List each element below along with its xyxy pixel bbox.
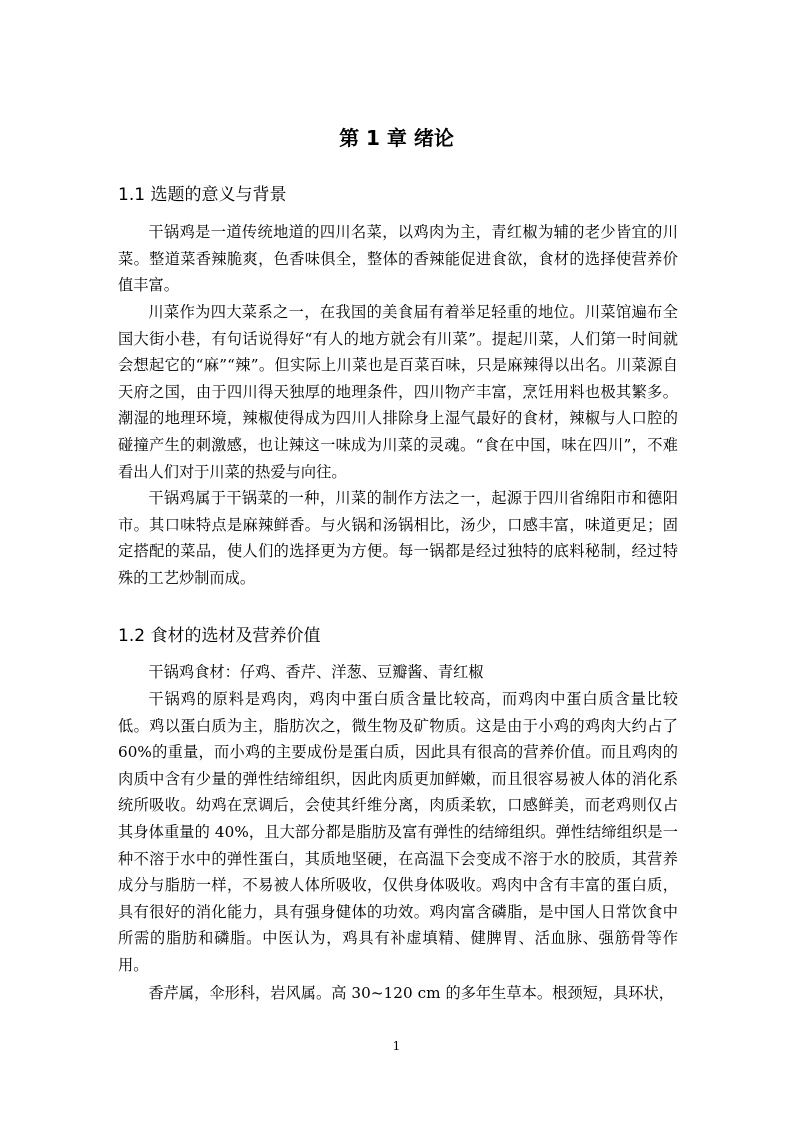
section-heading-1-1: 1.1 选题的意义与背景 — [118, 185, 287, 205]
section-heading-1-2: 1.2 食材的选材及营养价值 — [118, 626, 321, 646]
paragraph: 干锅鸡属于干锅菜的一种，川菜的制作方法之一，起源于四川省绵阳市和德阳市。其口味特点是麻辣鲜香。与火锅和汤锅相比，汤少，口感丰富，味道更足；固定搭配的菜品，使人们的选择更为方便。每一锅都是经过独特的底料秘制，经过特殊的工艺炒制而成。 — [118, 489, 678, 587]
paragraph: 香芹属，伞形科，岩风属。高 30~120 cm 的多年生草本。根颈短，具环状， — [148, 984, 675, 1002]
chapter-title: 第 1 章 绪论 — [339, 126, 454, 150]
page-number: 1 — [392, 1039, 401, 1053]
paragraph: 干锅鸡是一道传统地道的四川名菜，以鸡肉为主，青红椒为辅的老少皆宜的川菜。整道菜香辣脆爽，色香味俱全，整体的香辣能促进食欲，食材的选择使营养价值丰富。 — [118, 223, 678, 295]
paragraph: 干锅鸡的原料是鸡肉，鸡肉中蛋白质含量比较高，而鸡肉中蛋白质含量比较低。鸡以蛋白质为主，脂肪次之，微生物及矿物质。这是由于小鸡的鸡肉大约占了 60%的重量，而小鸡的主要成份是蛋白质，因此具有很高的营养价值。而且鸡肉的肉质中含有少量的弹性结缔组织，因此肉质更加鲜嫩，而且很容易被人体的消化系统所吸收。幼鸡在烹调后，会使其纤维分离，肉质柔软，口感鲜美，而老鸡则仅占其身体重量的 40%，且大部分都是脂肪及富有弹性的结缔组织。弹性结缔组织是一种不溶于水中的弹性蛋白，其质地坚硬，在高温下会变成不溶于水的胶质，其营养成分与脂肪一样，不易被人体所吸收，仅供身体吸收。鸡肉中含有丰富的蛋白质，具有很好的消化能力，具有强身健体的功效。鸡肉富含磷脂，是中国人日常饮食中所需的脂肪和磷脂。中医认为，鸡具有补虚填精、健脾胃、活血脉、强筋骨等作用。 — [118, 690, 678, 974]
paragraph: 川菜作为四大菜系之一，在我国的美食届有着举足轻重的地位。川菜馆遍布全国大街小巷，有句话说得好“有人的地方就会有川菜”。提起川菜，人们第一时间就会想起它的“麻”“辣”。但实际上川菜也是百菜百味，只是麻辣得以出名。川菜源自天府之国，由于四川得天独厚的地理条件，四川物产丰富，烹饪用料也极其繁多。潮湿的地理环境，辣椒使得成为四川人排除身上湿气最好的食材，辣椒与人口腔的碰撞产生的刺激感，也让辣这一味成为川菜的灵魂。“食在中国，味在四川”，不难看出人们对于川菜的热爱与向往。 — [118, 303, 678, 481]
paragraph: 干锅鸡食材：仔鸡、香芹、洋葱、豆瓣酱、青红椒 — [148, 663, 484, 681]
